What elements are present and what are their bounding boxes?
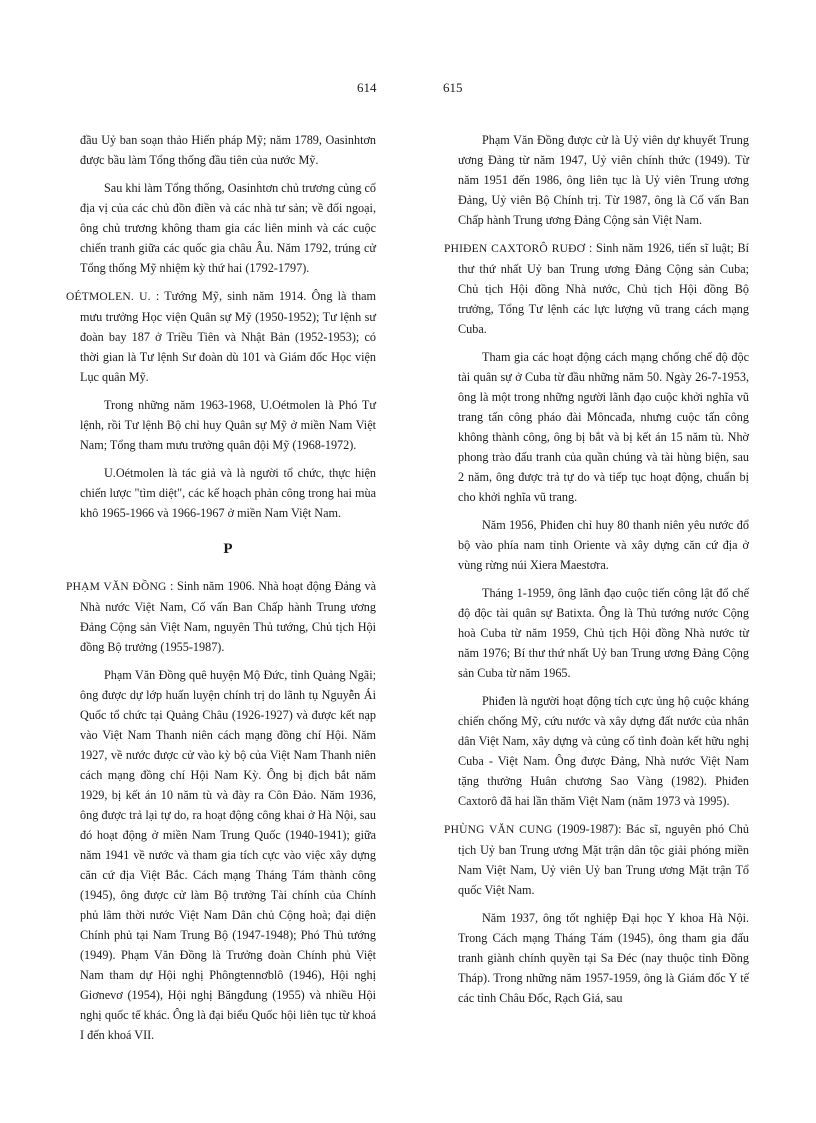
entry-heading: PHIĐEN CAXTORÔ RUĐƠ — [444, 243, 586, 255]
paragraph: Sau khi làm Tổng thống, Oasinhtơn chủ trương củng cố địa vị của các chủ đồn điền và các nhà tư sản; về đối ngoại, ông chủ trương không tham gia các liên minh và các cuộc chiến tranh giữa các quốc gia châu Âu. Năm 1792, trúng cử Tổng thống Mỹ nhiệm kỳ thứ hai (1792-1797). — [80, 181, 376, 275]
paragraph: U.Oétmolen là tác giả và là người tổ chức, thực hiện chiến lược "tìm diệt", các kế hoạch phản công trong hai mùa khô 1965-1966 và 1966-1967 ở miền Nam Việt Nam. — [80, 466, 376, 520]
section-letter: P — [223, 541, 233, 557]
paragraph: Năm 1956, Phiđen chỉ huy 80 thanh niên yêu nước đổ bộ vào phía nam tỉnh Oriente và xây dựng căn cứ địa ở vùng rừng núi Xiera Maestơra. — [458, 518, 749, 572]
page-number-right: 615 — [443, 80, 463, 95]
entry-heading: OÉTMOLEN. U. — [66, 291, 151, 303]
entry-text: : Sinh năm 1926, tiến sĩ luật; Bí thư thứ nhất Uỷ ban Trung ương Đảng Cộng sản Cuba; Chủ tịch Hội đồng Nhà nước, Chủ tịch Hội đồng Bộ trưởng, Tổng Tư lệnh các lực lượng vũ trang cách mạng Cuba. — [458, 241, 749, 336]
entry-pham-van-dong — [66, 576, 376, 657]
paragraph-continuation: đầu Uỷ ban soạn thảo Hiến pháp Mỹ; năm 1789, Oasinhtơn được bầu làm Tổng thống đầu tiên của nước Mỹ. — [80, 133, 376, 167]
left-column — [66, 130, 376, 1053]
entry-phiden-caxtoro — [444, 238, 749, 339]
entry-phung-van-cung — [444, 819, 749, 900]
paragraph: Năm 1937, ông tốt nghiệp Đại học Y khoa Hà Nội. Trong Cách mạng Tháng Tám (1945), ông tham gia đấu tranh giành chính quyền tại Sa Đéc (nay thuộc tỉnh Đồng Tháp). Trong những năm 1957-1959, ông là Giám đốc Y tế các tỉnh Châu Đốc, Rạch Giá, sau — [458, 911, 749, 1005]
paragraph: Tháng 1-1959, ông lãnh đạo cuộc tiến công lật đổ chế độ độc tài quân sự Batixta. Ông là Thủ tướng nước Cộng hoà Cuba từ năm 1959, Chủ tịch Hội đồng Nhà nước từ năm 1976; Bí thư thứ nhất Uỷ ban Trung ương Đảng Cộng sản Cuba từ năm 1965. — [458, 586, 749, 680]
entry-heading: PHÙNG VĂN CUNG — [444, 824, 553, 836]
right-column — [444, 130, 749, 1016]
entry-text: (1909-1987): Bác sĩ, nguyên phó Chủ tịch Uỷ ban Trung ương Mặt trận dân tộc giải phóng miền Nam Việt Nam, Uỷ viên Uỷ ban Trung ương Mặt trận Tổ quốc Việt Nam. — [458, 822, 749, 897]
entry-text: : Sinh năm 1906. Nhà hoạt động Đảng và Nhà nước Việt Nam, Cố vấn Ban Chấp hành Trung ương Đảng Cộng sản Việt Nam, nguyên Thủ tướng, Chủ tịch Hội đồng Bộ trưởng (1955-1987). — [80, 579, 376, 654]
paragraph: Phạm Văn Đồng được cử là Uỷ viên dự khuyết Trung ương Đảng từ năm 1947, Uỷ viên chính thức (1949). Từ năm 1951 đến 1986, ông liên tục là Uỷ viên Trung ương Đảng, Uỷ viên Bộ Chính trị. Từ 1987, ông là Cố vấn Ban Chấp hành Trung ương Đảng Cộng sản Việt Nam. — [458, 133, 749, 227]
entry-oetmolen — [66, 286, 376, 387]
paragraph: Tham gia các hoạt động cách mạng chống chế độ độc tài quân sự ở Cuba từ đầu những năm 50. Ngày 26-7-1953, ông là một trong những người lãnh đạo cuộc khởi nghĩa vũ trang tấn công pháo đài Môncađa, nhưng cuộc tấn công không thành công, ông bị bắt và bị kết án 15 năm tù. Nhờ phong trào đấu tranh của quần chúng và tài hùng biện, sau 2 năm, ông được trả tự do và tiếp tục hoạt động, chuẩn bị cho khởi nghĩa vũ trang. — [458, 350, 749, 504]
paragraph: Phạm Văn Đồng quê huyện Mộ Đức, tỉnh Quảng Ngãi; ông được dự lớp huấn luyện chính trị do lãnh tụ Nguyễn Ái Quốc tổ chức tại Quảng Châu (1926-1927) và được kết nạp vào Việt Nam Thanh niên cách mạng đồng chí Hội. Năm 1927, về nước được cử vào kỳ bộ của Việt Nam Thanh niên cách mạng đồng chí Hội Nam Kỳ. Ông bị địch bắt năm 1929, bị kết án 10 năm tù và đày ra Côn Đảo. Năm 1936, ông được trả lại tự do, ra hoạt động công khai ở Hà Nội, sau đó hoạt động ở miền Nam Trung Quốc (1940-1941); giữa năm 1941 về nước và tham gia tích cực vào việc xây dựng căn cứ địa Việt Bắc. Cách mạng Tháng Tám thành công (1945), ông được cử làm Bộ trưởng Tài chính của Chính phủ lâm thời nước Việt Nam Dân chủ Cộng hoà; đại diện Chính phủ tại Nam Trung Bộ (1947-1948); Phó Thủ tướng (1949). Phạm Văn Đồng là Trưởng đoàn Chính phủ Việt Nam tham dự Hội nghị Phôngtennơblô (1946), Hội nghị Giơnevơ (1954), Hội nghị Băngđung (1955) và nhiều Hội nghị quốc tế khác. Ông là đại biểu Quốc hội liên tục từ khoá I đến khoá VII. — [80, 668, 376, 1042]
entry-heading: PHẠM VĂN ĐỒNG — [66, 581, 167, 593]
paragraph: Trong những năm 1963-1968, U.Oétmolen là Phó Tư lệnh, rồi Tư lệnh Bộ chỉ huy Quân sự Mỹ ở miền Nam Việt Nam; Tổng tham mưu trưởng quân đội Mỹ (1968-1972). — [80, 398, 376, 452]
entry-text: : Tướng Mỹ, sinh năm 1914. Ông là tham mưu trưởng Học viện Quân sự Mỹ (1950-1952); Tư lệnh sư đoàn bay 187 ở Triều Tiên và Nhật Bản (1952-1953); có thời gian là Tư lệnh Sư đoàn dù 101 và Giám đốc Học viện Lục quân Mỹ. — [80, 289, 377, 384]
page-number-left: 614 — [357, 80, 377, 95]
paragraph: Phiđen là người hoạt động tích cực ủng hộ cuộc kháng chiến chống Mỹ, cứu nước và xây dựng đất nước của nhân dân Việt Nam, xây dựng và củng cố tình đoàn kết hữu nghị Cuba - Việt Nam. Ông được Đảng, Nhà nước Việt Nam tặng thưởng Huân chương Sao Vàng (1982). Phiđen Caxtorô đã hai lần thăm Việt Nam (năm 1973 và 1995). — [458, 694, 749, 808]
